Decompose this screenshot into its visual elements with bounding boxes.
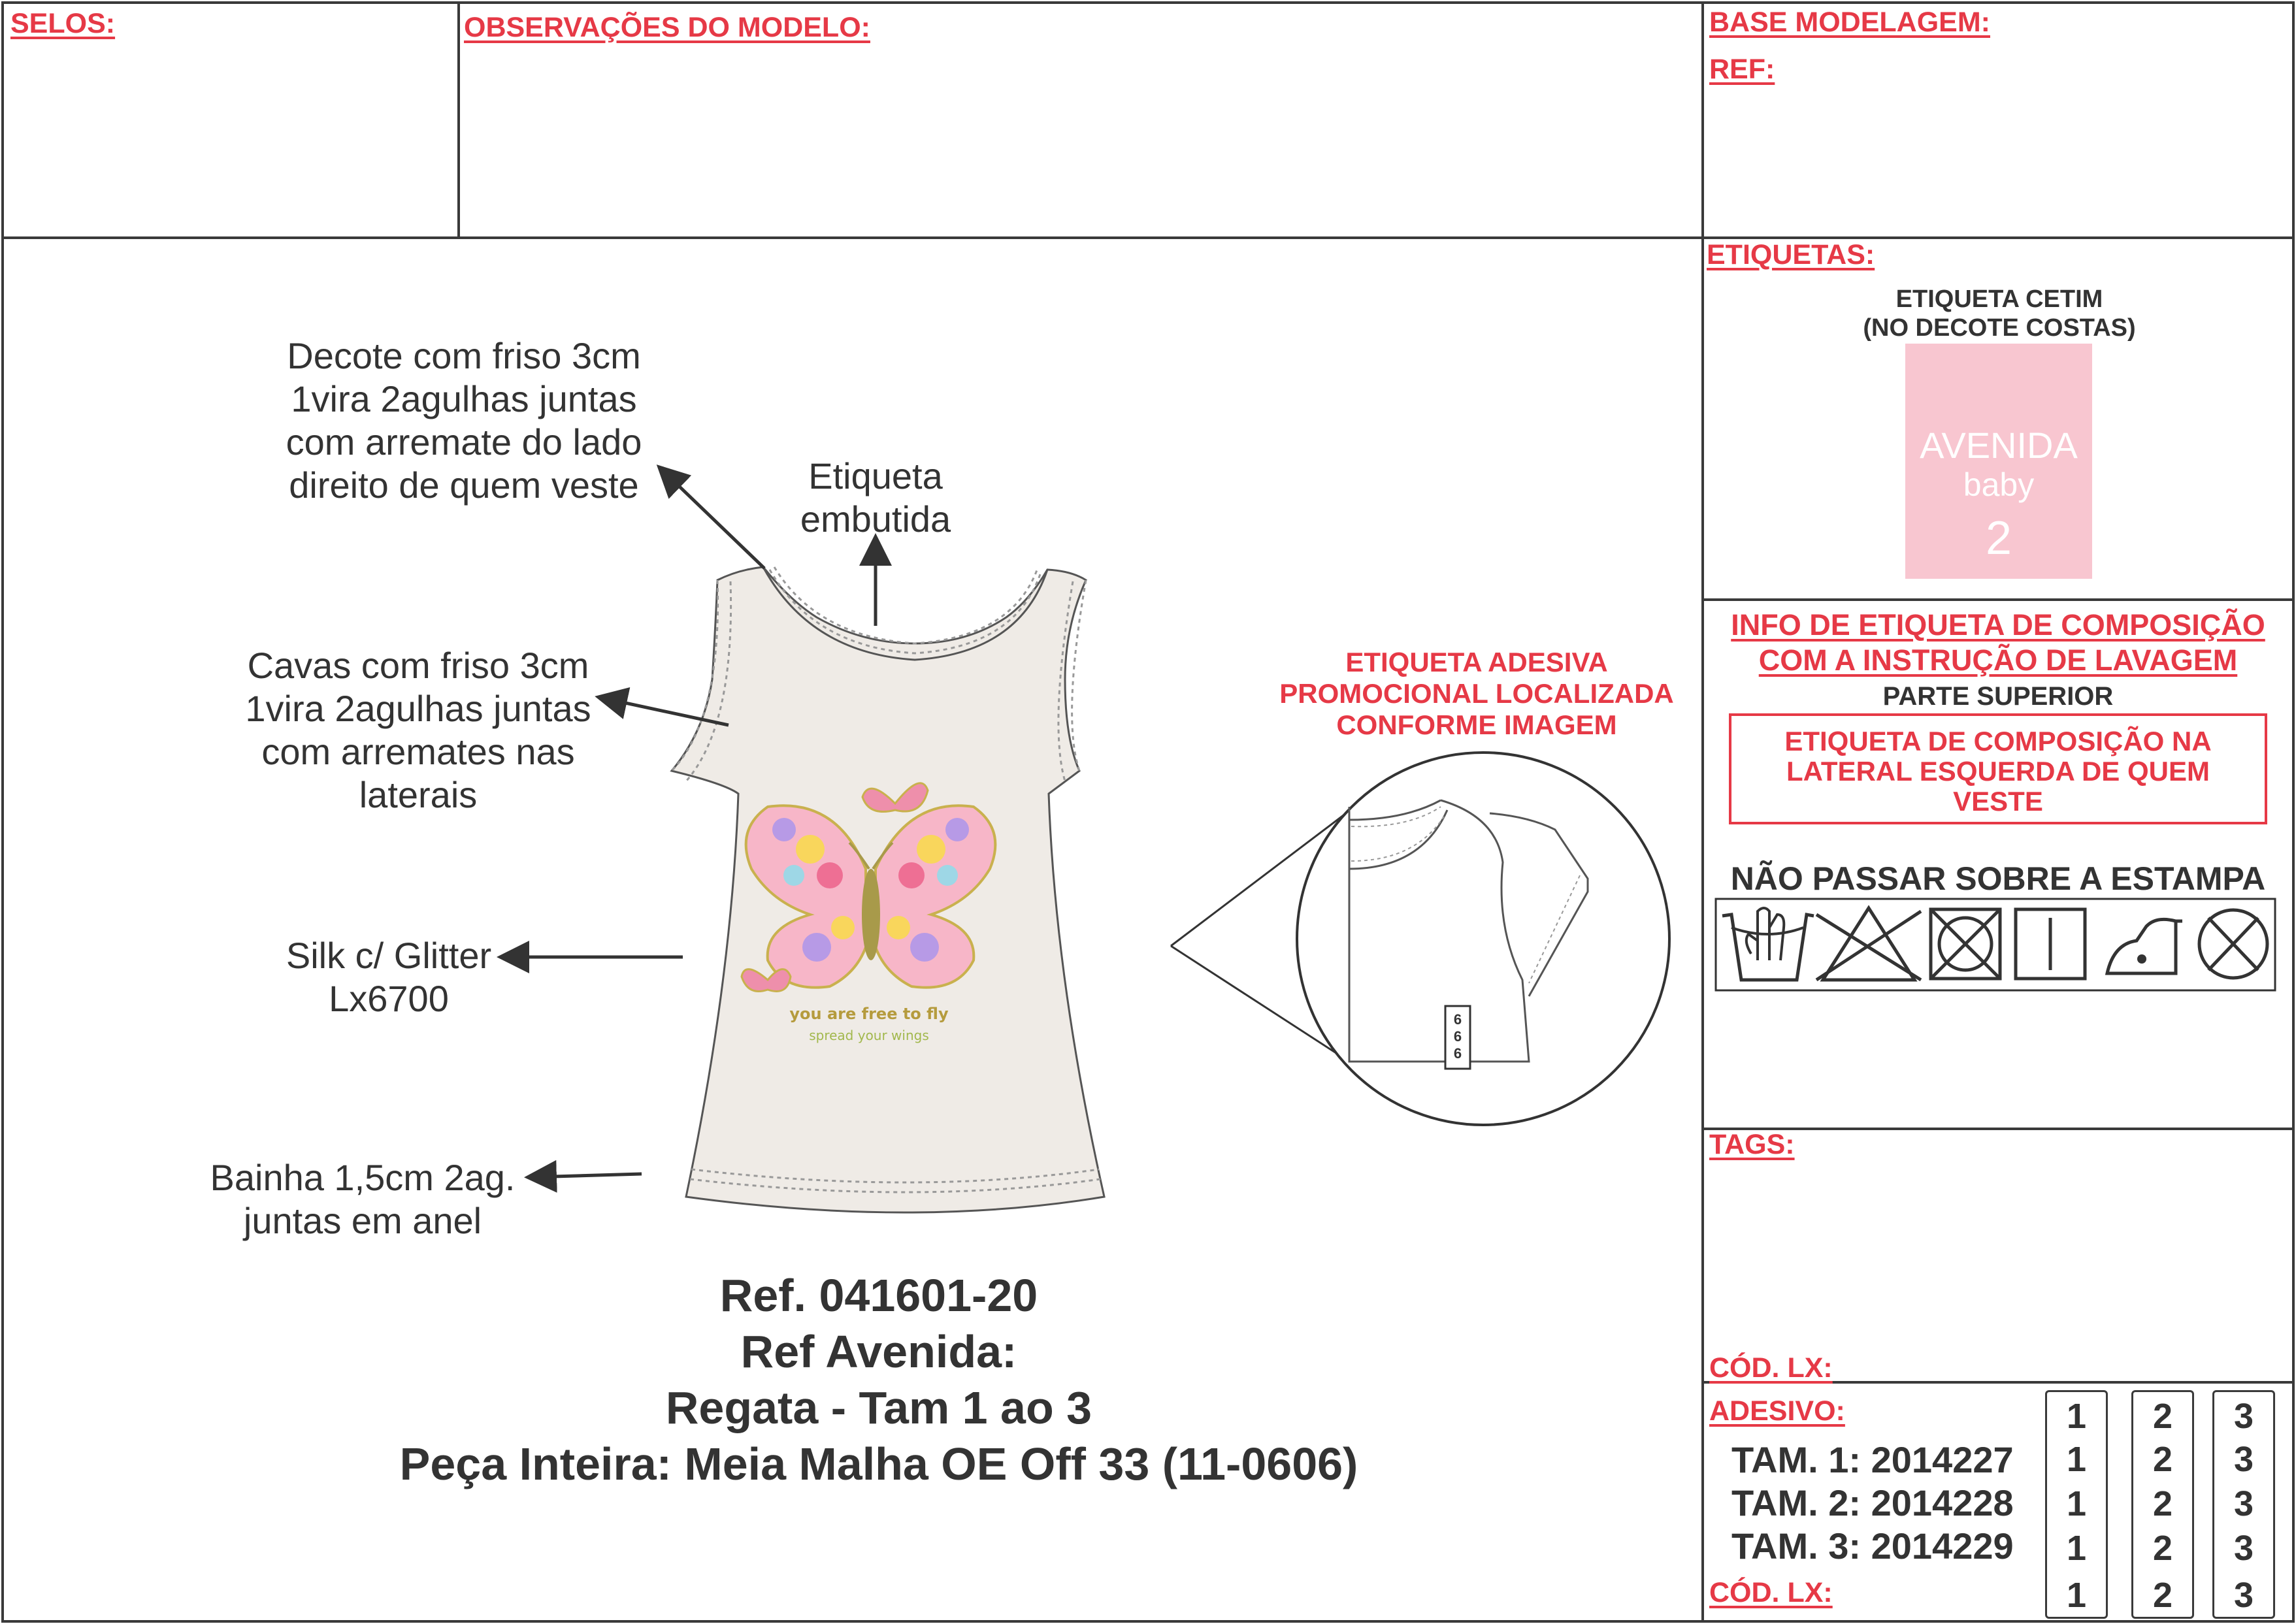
satin-label-size: 2 xyxy=(1985,512,2012,564)
annotation-etiqueta: Etiqueta embutida xyxy=(800,455,951,540)
etiquetas-label: ETIQUETAS: xyxy=(1707,239,1875,270)
product-fabric: Peça Inteira: Meia Malha OE Off 33 (11-0606) xyxy=(399,1438,1358,1489)
do-not-bleach-icon xyxy=(1816,908,1921,980)
adesivo-column-1: 1 1 1 1 1 xyxy=(2045,1390,2108,1619)
adesivo-label: ADESIVO: xyxy=(1709,1395,1845,1427)
adesivo-cod-lx: CÓD. LX: xyxy=(1709,1577,1833,1608)
product-ref: Ref. 041601-20 xyxy=(719,1270,1038,1321)
annotation-bainha: Bainha 1,5cm 2ag. juntas em anel xyxy=(210,1157,516,1241)
composicao-box-text: ETIQUETA DE COMPOSIÇÃO NA LATERAL ESQUERDA DE QUEM VESTE xyxy=(1784,726,2212,817)
selos-label: SELOS: xyxy=(10,8,116,39)
hand-wash-icon xyxy=(1722,908,1814,980)
nao-passar-warning: NÃO PASSAR SOBRE A ESTAMPA xyxy=(1730,860,2266,897)
satin-label xyxy=(1905,344,2092,579)
adhesive-zoom-callout xyxy=(1171,753,1669,1125)
satin-label-sub: baby xyxy=(1963,466,2035,503)
observacoes-label: OBSERVAÇÕES DO MODELO: xyxy=(464,12,870,43)
parte-superior: PARTE SUPERIOR xyxy=(1882,682,2114,711)
do-not-dry-clean-icon xyxy=(2199,910,2267,978)
annotation-cavas: Cavas com friso 3cm 1vira 2agulhas juntas com arremates nas laterais xyxy=(245,645,591,815)
annotation-silk: Silk c/ Glitter Lx6700 xyxy=(286,935,492,1019)
product-ref-avenida: Ref Avenida: xyxy=(740,1326,1017,1377)
print-text-line2: spread your wings xyxy=(809,1028,929,1043)
satin-label-brand: AVENIDA xyxy=(1920,425,2078,466)
adesivo-tam-2: TAM. 2: 2014228 xyxy=(1731,1482,2014,1523)
etiqueta-cetim-title: ETIQUETA CETIM (NO DECOTE COSTAS) xyxy=(1863,285,2136,342)
composicao-heading: INFO DE ETIQUETA DE COMPOSIÇÃO COM A INSTRUÇÃO DE LAVAGEM xyxy=(1731,608,2265,677)
do-not-tumble-dry-icon xyxy=(1931,909,2000,979)
print-text-line1: you are free to fly xyxy=(789,1005,949,1023)
adesivo-column-2: 2 2 2 2 2 xyxy=(2131,1390,2194,1619)
annotation-decote: Decote com friso 3cm 1vira 2agulhas juntas com arremate do lado direito de quem veste xyxy=(286,335,642,506)
adesivo-tam-3: TAM. 3: 2014229 xyxy=(1731,1525,2014,1567)
sticker-digits: 6 6 6 xyxy=(1453,1011,1462,1062)
adesivo-tam-1: TAM. 1: 2014227 xyxy=(1731,1439,2014,1480)
product-description: Regata - Tam 1 ao 3 xyxy=(665,1382,1092,1433)
arrow-bainha xyxy=(531,1174,642,1177)
product-title-block xyxy=(235,1267,1522,1492)
iron-low-icon xyxy=(2107,919,2182,973)
care-icons xyxy=(1716,899,2275,990)
base-modelagem-label: BASE MODELAGEM: xyxy=(1709,7,1990,38)
tags-cod-lx: CÓD. LX: xyxy=(1709,1352,1833,1384)
ref-label: REF: xyxy=(1709,54,1775,85)
line-dry-icon xyxy=(2016,909,2085,979)
arrow-decote xyxy=(661,469,764,568)
tags-label: TAGS: xyxy=(1709,1129,1795,1160)
adesiva-note: ETIQUETA ADESIVA PROMOCIONAL LOCALIZADA CONFORME IMAGEM xyxy=(1279,647,1674,740)
adesivo-column-3: 3 3 3 3 3 xyxy=(2212,1390,2275,1619)
